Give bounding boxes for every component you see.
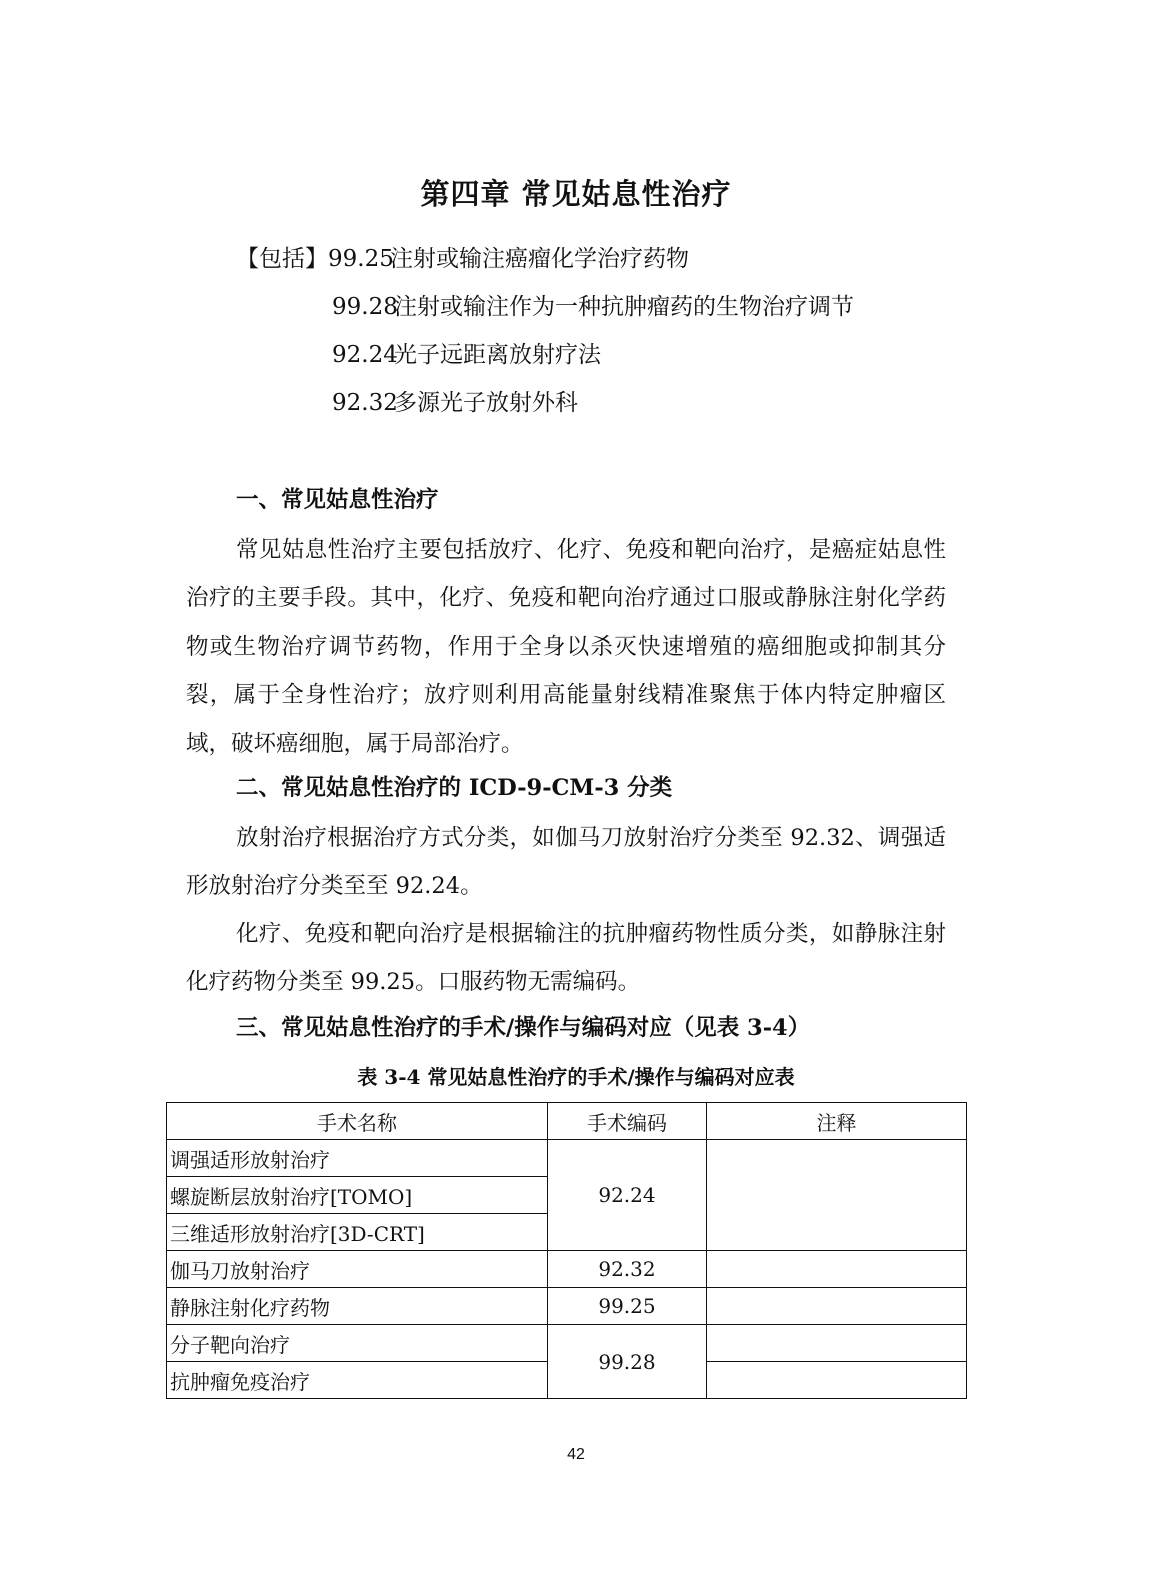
column-header: 手术名称 [167,1103,548,1140]
procedure-code: 92.32 [548,1251,707,1288]
section3-heading: 三、常见姑息性治疗的手术/操作与编码对应（见表 3-4） [236,1015,811,1041]
include-text: 多源光子放射外科 [394,390,578,416]
chapter-title: 第四章 常见姑息性治疗 [420,177,732,211]
procedure-code: 99.25 [548,1288,707,1325]
table-row [167,1251,967,1288]
section2-paragraph-1: 放射治疗根据治疗方式分类，如伽马刀放射治疗分类至 92.32、调强适形放射治疗分类至至 92.24。 [186,825,946,900]
section2-paragraph-2: 化疗、免疫和靶向治疗是根据输注的抗肿瘤药物性质分类，如静脉注射化疗药物分类至 99.25。口服药物无需编码。 [186,921,946,996]
table-row [167,1140,967,1177]
include-code: 92.32 [332,390,398,416]
include-code: 99.25 [328,246,394,272]
table-row [167,1288,967,1325]
include-text: 注射或输注作为一种抗肿瘤药的生物治疗调节 [394,294,854,320]
include-text: 注射或输注癌瘤化学治疗药物 [390,246,689,272]
include-code: 92.24 [332,342,398,368]
table-row [167,1325,967,1362]
procedure-name: 分子靶向治疗 [167,1325,548,1362]
include-line-3 [332,339,601,371]
procedure-name: 静脉注射化疗药物 [167,1288,548,1325]
table-header-row [167,1103,967,1140]
procedure-note [707,1325,967,1362]
procedure-note [707,1288,967,1325]
include-line-2 [332,291,854,323]
procedure-name: 调强适形放射治疗 [167,1140,548,1177]
include-line-1 [236,243,689,275]
procedure-note [707,1251,967,1288]
procedure-note [707,1362,967,1399]
include-line-4 [332,387,578,419]
include-text: 光子远距离放射疗法 [394,342,601,368]
column-header: 手术编码 [548,1103,707,1140]
procedure-name: 伽马刀放射治疗 [167,1251,548,1288]
include-label: 【包括】 [236,246,328,272]
procedure-code: 99.28 [548,1325,707,1399]
page-number: 42 [567,1446,585,1463]
procedure-note [707,1140,967,1251]
section2-heading: 二、常见姑息性治疗的 ICD-9-CM-3 分类 [236,775,673,801]
procedure-code: 92.24 [548,1140,707,1251]
procedure-name: 抗肿瘤免疫治疗 [167,1362,548,1399]
column-header: 注释 [707,1103,967,1140]
procedure-name: 螺旋断层放射治疗[TOMO] [167,1177,548,1214]
section1-heading: 一、常见姑息性治疗 [236,487,439,513]
section1-paragraph: 常见姑息性治疗主要包括放疗、化疗、免疫和靶向治疗，是癌症姑息性治疗的主要手段。其中，化疗、免疫和靶向治疗通过口服或静脉注射化学药物或生物治疗调节药物，作用于全身以杀灭快速增殖的癌细胞或抑制其分裂，属于全身性治疗；放疗则利用高能量射线精准聚焦于体内特定肿瘤区域，破坏癌细胞，属于局部治疗。 [186,537,946,757]
code-table [166,1102,967,1399]
include-code: 99.28 [332,294,398,320]
procedure-name: 三维适形放射治疗[3D-CRT] [167,1214,548,1251]
table-caption: 表 3-4 常见姑息性治疗的手术/操作与编码对应表 [357,1065,795,1089]
